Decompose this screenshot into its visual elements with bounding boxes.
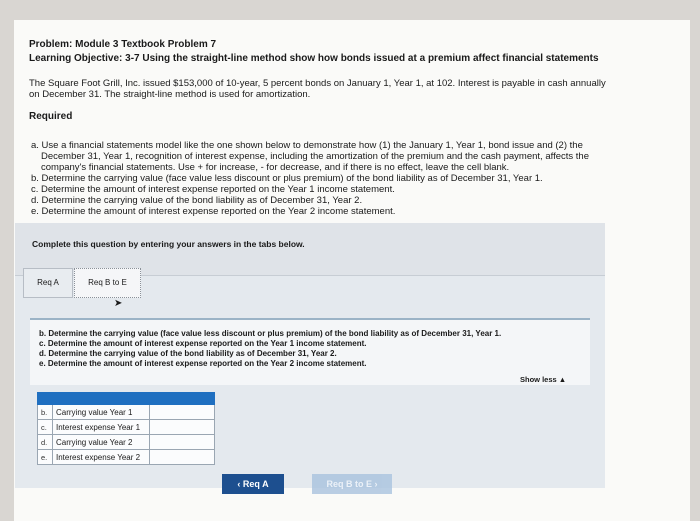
answer-table — [37, 392, 215, 465]
required-list — [31, 140, 671, 217]
carrying-value-year1-input[interactable] — [150, 405, 215, 420]
row-key: b. — [38, 405, 53, 420]
content-line-c: c. Determine the amount of interest expense reported on the Year 1 income statement. — [39, 339, 367, 348]
required-item-a-cont1: December 31, Year 1, recognition of interest expense, including the amortization of the premium and the cash payment, affects the — [41, 151, 589, 162]
mouse-cursor-icon: ➤ — [114, 298, 123, 309]
row-label: Carrying value Year 1 — [53, 405, 150, 420]
panel-instruction: Complete this question by entering your answers in the tabs below. — [32, 239, 305, 249]
prev-tab-button[interactable] — [222, 474, 284, 494]
required-item-e: e. Determine the amount of interest expense reported on the Year 2 income statement. — [31, 206, 396, 217]
table-row — [38, 420, 215, 435]
required-item-c: c. Determine the amount of interest expense reported on the Year 1 income statement. — [31, 184, 395, 195]
row-key: e. — [38, 450, 53, 465]
carrying-value-year2-input[interactable] — [150, 435, 215, 450]
row-key: c. — [38, 420, 53, 435]
required-item-d: d. Determine the carrying value of the bond liability as of December 31, Year 2. — [31, 195, 363, 206]
tab-content-instructions — [30, 318, 590, 385]
chevron-right-icon: › — [374, 479, 378, 489]
required-heading: Required — [29, 111, 73, 122]
prev-tab-label: Req A — [242, 479, 269, 489]
problem-intro: The Square Foot Grill, Inc. issued $153,000 of 10-year, 5 percent bonds on January 1, Year 1, at 102. Interest is payable in cash annually on December 31. The straight-line method is used for amortization. — [29, 78, 606, 100]
show-less-link[interactable]: Show less ▲ — [520, 375, 567, 384]
content-line-e: e. Determine the amount of interest expense reported on the Year 2 income statement. — [39, 359, 367, 368]
required-item-a-cont2: company's financial statements. Use + for increase, - for decrease, and if there is no effect, leave the cell blank. — [41, 162, 510, 173]
table-header-row — [38, 393, 215, 405]
learning-objective: Learning Objective: 3-7 Using the straight-line method show how bonds issued at a premium affect financial statements — [29, 53, 599, 64]
interest-expense-year2-input[interactable] — [150, 450, 215, 465]
content-line-d: d. Determine the carrying value of the bond liability as of December 31, Year 2. — [39, 349, 337, 358]
chevron-left-icon: ‹ — [237, 479, 241, 489]
interest-expense-year1-input[interactable] — [150, 420, 215, 435]
table-row — [38, 405, 215, 420]
row-label: Interest expense Year 1 — [53, 420, 150, 435]
row-label: Interest expense Year 2 — [53, 450, 150, 465]
row-key: d. — [38, 435, 53, 450]
required-item-a: a. Use a financial statements model like the one shown below to demonstrate how (1) the January 1, Year 1, bond issue and (2) the — [31, 140, 583, 151]
next-tab-button[interactable] — [312, 474, 392, 494]
tab-req-a[interactable]: Req A — [23, 268, 73, 298]
table-row — [38, 450, 215, 465]
content-line-b: b. Determine the carrying value (face value less discount or plus premium) of the bond liability as of December 31, Year 1. — [39, 329, 502, 338]
tab-req-b-to-e[interactable]: Req B to E — [74, 268, 141, 298]
problem-title: Problem: Module 3 Textbook Problem 7 — [29, 39, 217, 50]
next-tab-label: Req B to E — [326, 479, 372, 489]
row-label: Carrying value Year 2 — [53, 435, 150, 450]
required-item-b: b. Determine the carrying value (face value less discount or plus premium) of the bond liability as of December 31, Year 1. — [31, 173, 543, 184]
table-row — [38, 435, 215, 450]
